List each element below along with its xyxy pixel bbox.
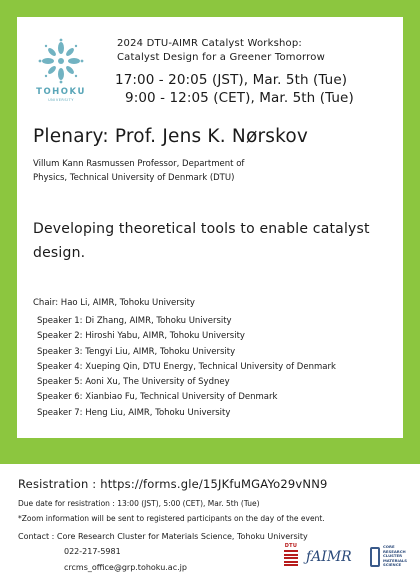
due-date: Due date for resistration : 13:00 (JST), 5:00 (CET), Mar. 5th (Tue) — [18, 499, 260, 508]
talk-title-line: Developing theoretical tools to enable catalyst — [33, 221, 370, 237]
affiliation-line: Villum Kann Rasmussen Professor, Department of — [33, 159, 245, 169]
dtu-label: DTU — [284, 543, 298, 549]
poster-card — [17, 17, 403, 438]
dtu-logo — [284, 543, 298, 568]
speaker-item: Speaker 1: Di Zhang, AIMR, Tohoku University — [37, 316, 232, 326]
core-line: MATERIALS SCIENCE — [383, 557, 408, 568]
speaker-item: Speaker 3: Tengyi Liu, AIMR, Tohoku University — [37, 346, 236, 357]
tohoku-crest-icon — [33, 37, 89, 87]
contact-email[interactable]: crcms_office@grp.tohoku.ac.jp — [64, 563, 187, 572]
logo-name: TOHOKU — [36, 87, 86, 97]
core-mark-icon — [370, 547, 380, 567]
sponsor-logos — [284, 543, 416, 577]
speaker-item: Speaker 7: Heng Liu, AIMR, Tohoku University — [37, 407, 231, 418]
tohoku-logo — [33, 37, 89, 111]
core-line: CORE — [383, 544, 395, 549]
time-cet: 9:00 - 12:05 (CET), Mar. 5th (Tue) — [125, 90, 354, 106]
zoom-note: *Zoom information will be sent to registered participants on the day of the event. — [18, 514, 325, 523]
event-title: 2024 DTU-AIMR Catalyst Workshop: — [117, 38, 302, 49]
aimr-label: AIMR — [311, 549, 352, 565]
chair: Chair: Hao Li, AIMR, Tohoku University — [33, 298, 195, 308]
core-line: RESEARCH — [383, 548, 406, 554]
affiliation-line: Physics, Technical University of Denmark (DTU) — [33, 172, 235, 183]
talk-title-line: design. — [33, 245, 86, 261]
core-text — [383, 545, 417, 568]
speaker-item: Speaker 2: Hiroshi Yabu, AIMR, Tohoku University — [37, 331, 245, 342]
talk-title — [33, 217, 393, 265]
speaker-item: Speaker 4: Xueping Qin, DTU Energy, Technical University of Denmark — [37, 361, 336, 372]
dtu-bars-icon — [284, 550, 298, 566]
plenary-title: Plenary: Prof. Jens K. Nørskov — [33, 126, 309, 147]
aimr-f-mark-icon: ƒ — [306, 549, 312, 565]
plenary-affiliation — [33, 158, 333, 185]
speaker-item: Speaker 6: Xianbiao Fu, Technical University of Denmark — [37, 392, 278, 403]
time-jst: 17:00 - 20:05 (JST), Mar. 5th (Tue) — [115, 72, 348, 88]
speaker-item: Speaker 5: Aoni Xu, The University of Sydney — [37, 377, 230, 388]
logo-subtitle: UNIVERSITY — [48, 98, 74, 102]
contact: Contact : Core Research Cluster for Materials Science, Tohoku University — [18, 532, 308, 541]
speaker-list — [37, 314, 336, 421]
contact-phone: 022-217-5981 — [64, 547, 121, 556]
registration-link[interactable]: Resistration : https://forms.gle/15JKfuMGAYo29vNN9 — [18, 477, 328, 491]
aimr-logo — [306, 549, 352, 565]
core-line: CLUSTER — [383, 553, 402, 559]
event-header — [117, 37, 397, 65]
event-subtitle: Catalyst Design for a Greener Tomorrow — [117, 52, 325, 63]
